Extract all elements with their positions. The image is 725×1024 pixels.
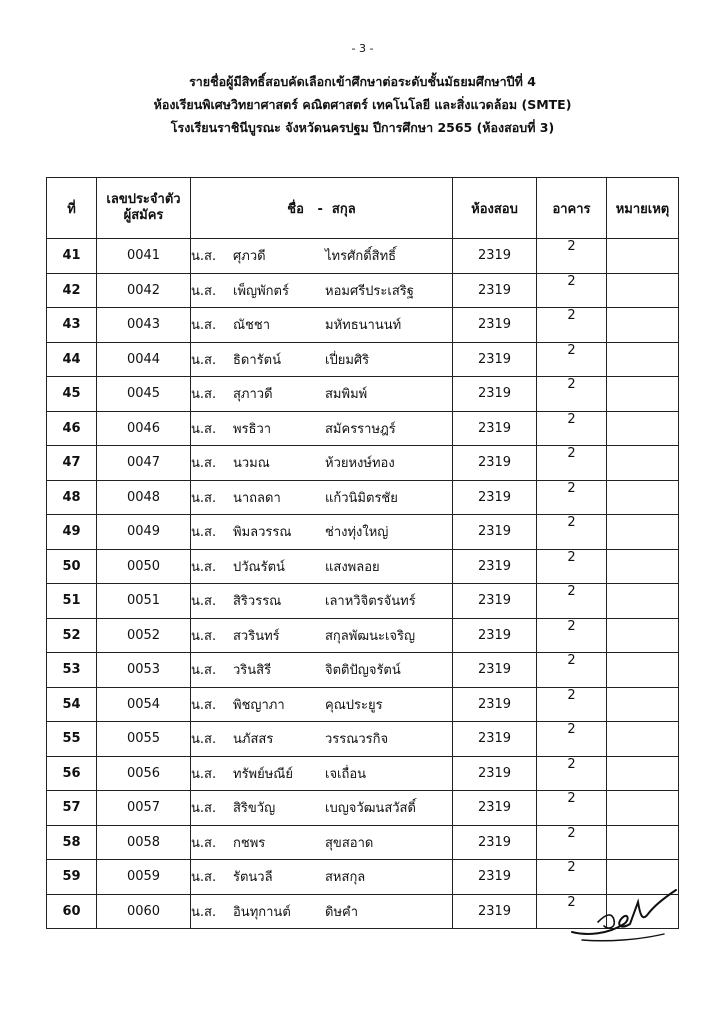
building: 2	[537, 894, 607, 929]
table-row	[47, 687, 679, 722]
table-row	[47, 722, 679, 757]
building: 2	[537, 342, 607, 377]
row-number: 60	[47, 894, 97, 929]
full-name	[191, 584, 453, 619]
building: 2	[537, 549, 607, 584]
col-header-note: หมายเหตุ	[607, 178, 679, 239]
full-name	[191, 825, 453, 860]
col-header-no: ที่	[47, 178, 97, 239]
table-row	[47, 377, 679, 412]
note	[607, 411, 679, 446]
last-name: สมัครราษฎร์	[325, 421, 396, 437]
name-prefix: น.ส.	[191, 628, 217, 644]
first-name: สิริวรรณ	[233, 594, 282, 610]
first-name: ณัชชา	[233, 318, 271, 334]
applicant-id: 0049	[97, 515, 191, 550]
document-header	[0, 70, 725, 139]
name-prefix: น.ส.	[191, 352, 217, 368]
first-name: รัตนวลี	[233, 870, 273, 886]
note	[607, 308, 679, 343]
note	[607, 756, 679, 791]
first-name: พรธิวา	[233, 421, 272, 437]
applicant-id: 0046	[97, 411, 191, 446]
table-row	[47, 342, 679, 377]
last-name: หอมศรีประเสริฐ	[325, 283, 414, 299]
full-name	[191, 273, 453, 308]
full-name	[191, 860, 453, 895]
exam-room: 2319	[453, 342, 537, 377]
full-name	[191, 239, 453, 274]
row-number: 57	[47, 791, 97, 826]
applicant-id: 0042	[97, 273, 191, 308]
table-row	[47, 480, 679, 515]
note	[607, 446, 679, 481]
first-name: พิชญาภา	[233, 697, 285, 713]
applicant-id: 0058	[97, 825, 191, 860]
table-row	[47, 584, 679, 619]
last-name: สหสกุล	[325, 870, 366, 886]
applicant-id: 0051	[97, 584, 191, 619]
row-number: 41	[47, 239, 97, 274]
name-prefix: น.ส.	[191, 490, 217, 506]
building: 2	[537, 411, 607, 446]
full-name	[191, 515, 453, 550]
applicant-id: 0048	[97, 480, 191, 515]
row-number: 49	[47, 515, 97, 550]
full-name	[191, 791, 453, 826]
last-name: จิตติปัญจรัตน์	[325, 663, 401, 679]
full-name	[191, 411, 453, 446]
full-name	[191, 377, 453, 412]
row-number: 42	[47, 273, 97, 308]
table-row	[47, 515, 679, 550]
last-name: สมพิมพ์	[325, 387, 368, 403]
applicant-id: 0043	[97, 308, 191, 343]
applicant-id: 0050	[97, 549, 191, 584]
full-name	[191, 722, 453, 757]
exam-room: 2319	[453, 756, 537, 791]
table-row	[47, 756, 679, 791]
col-header-applicant-line1: เลขประจำตัว	[106, 192, 181, 207]
exam-room: 2319	[453, 308, 537, 343]
name-prefix: น.ส.	[191, 904, 217, 920]
note	[607, 687, 679, 722]
first-name: สิริขวัญ	[233, 801, 276, 817]
signature	[568, 884, 680, 944]
applicant-id: 0057	[97, 791, 191, 826]
row-number: 58	[47, 825, 97, 860]
table-row	[47, 825, 679, 860]
table-row	[47, 273, 679, 308]
note	[607, 791, 679, 826]
applicant-id: 0059	[97, 860, 191, 895]
full-name	[191, 446, 453, 481]
building: 2	[537, 308, 607, 343]
exam-room: 2319	[453, 825, 537, 860]
exam-room: 2319	[453, 584, 537, 619]
building: 2	[537, 480, 607, 515]
note	[607, 239, 679, 274]
applicant-id: 0044	[97, 342, 191, 377]
note	[607, 342, 679, 377]
first-name: สวรินทร์	[233, 628, 280, 644]
building: 2	[537, 756, 607, 791]
building: 2	[537, 653, 607, 688]
exam-room: 2319	[453, 722, 537, 757]
last-name: ห้วยหงษ์ทอง	[325, 456, 395, 472]
row-number: 50	[47, 549, 97, 584]
applicant-id: 0060	[97, 894, 191, 929]
exam-room: 2319	[453, 411, 537, 446]
name-prefix: น.ส.	[191, 801, 217, 817]
name-prefix: น.ส.	[191, 835, 217, 851]
applicant-id: 0056	[97, 756, 191, 791]
note	[607, 273, 679, 308]
col-header-name: ชื่อ - สกุล	[191, 178, 453, 239]
exam-room: 2319	[453, 687, 537, 722]
table-row	[47, 446, 679, 481]
table-header-row	[47, 178, 679, 239]
name-prefix: น.ส.	[191, 525, 217, 541]
building: 2	[537, 722, 607, 757]
name-prefix: น.ส.	[191, 318, 217, 334]
col-header-applicant-line2: ผู้สมัคร	[123, 208, 164, 223]
last-name: แสงพลอย	[325, 559, 380, 575]
row-number: 55	[47, 722, 97, 757]
note	[607, 515, 679, 550]
applicant-id: 0053	[97, 653, 191, 688]
last-name: เจเถื่อน	[325, 766, 367, 782]
building: 2	[537, 377, 607, 412]
last-name: เปี่ยมศิริ	[325, 352, 370, 368]
building: 2	[537, 618, 607, 653]
note	[607, 618, 679, 653]
first-name: อินทุกานต์	[233, 904, 291, 920]
last-name: ไทรศักดิ์สิทธิ์	[325, 249, 397, 265]
table-row	[47, 618, 679, 653]
building: 2	[537, 273, 607, 308]
roster-body	[47, 239, 679, 929]
name-prefix: น.ส.	[191, 766, 217, 782]
col-header-building: อาคาร	[537, 178, 607, 239]
name-prefix: น.ส.	[191, 387, 217, 403]
full-name	[191, 653, 453, 688]
note	[607, 653, 679, 688]
full-name	[191, 342, 453, 377]
last-name: วรรณวรกิจ	[325, 732, 389, 748]
table-row	[47, 549, 679, 584]
exam-room: 2319	[453, 791, 537, 826]
table-row	[47, 308, 679, 343]
name-prefix: น.ส.	[191, 697, 217, 713]
table-row	[47, 791, 679, 826]
note	[607, 825, 679, 860]
exam-room: 2319	[453, 894, 537, 929]
first-name: สุภาวดี	[233, 387, 273, 403]
last-name: ช่างทุ่งใหญ่	[325, 525, 389, 541]
applicant-id: 0055	[97, 722, 191, 757]
first-name: ปวัณรัตน์	[233, 559, 285, 575]
note	[607, 722, 679, 757]
building: 2	[537, 515, 607, 550]
name-prefix: น.ส.	[191, 283, 217, 299]
table-row	[47, 239, 679, 274]
row-number: 45	[47, 377, 97, 412]
exam-room: 2319	[453, 480, 537, 515]
full-name	[191, 687, 453, 722]
table-row	[47, 411, 679, 446]
building: 2	[537, 825, 607, 860]
first-name: เพ็ญพักตร์	[233, 283, 289, 299]
full-name	[191, 480, 453, 515]
exam-room: 2319	[453, 653, 537, 688]
first-name: ศุภวดี	[233, 249, 266, 265]
row-number: 44	[47, 342, 97, 377]
applicant-id: 0054	[97, 687, 191, 722]
name-prefix: น.ส.	[191, 732, 217, 748]
last-name: คุณประยูร	[325, 697, 383, 713]
full-name	[191, 618, 453, 653]
first-name: นภัสสร	[233, 732, 274, 748]
row-number: 51	[47, 584, 97, 619]
note	[607, 584, 679, 619]
exam-room: 2319	[453, 515, 537, 550]
last-name: ดิษคำ	[325, 904, 359, 920]
exam-room: 2319	[453, 377, 537, 412]
first-name: พิมลวรรณ	[233, 525, 292, 541]
row-number: 47	[47, 446, 97, 481]
first-name: ธิดารัตน์	[233, 352, 281, 368]
page-number: - 3 -	[351, 42, 374, 55]
name-prefix: น.ส.	[191, 594, 217, 610]
row-number: 52	[47, 618, 97, 653]
last-name: แก้วนิมิตรชัย	[325, 490, 398, 506]
roster-table	[46, 177, 679, 929]
exam-room: 2319	[453, 860, 537, 895]
row-number: 46	[47, 411, 97, 446]
name-prefix: น.ส.	[191, 559, 217, 575]
building: 2	[537, 687, 607, 722]
note	[607, 549, 679, 584]
last-name: เบญจวัฒนสวัสดิ์	[325, 801, 416, 817]
last-name: มหัทธนานนท์	[325, 318, 402, 334]
name-prefix: น.ส.	[191, 249, 217, 265]
header-line-3: โรงเรียนราชินีบูรณะ จังหวัดนครปฐม ปีการศึกษา 2565 (ห้องสอบที่ 3)	[170, 120, 555, 135]
row-number: 48	[47, 480, 97, 515]
applicant-id: 0052	[97, 618, 191, 653]
header-line-1: รายชื่อผู้มีสิทธิ์สอบคัดเลือกเข้าศึกษาต่อระดับชั้นมัธยมศึกษาปีที่ 4	[189, 74, 536, 89]
building: 2	[537, 860, 607, 895]
building: 2	[537, 584, 607, 619]
row-number: 59	[47, 860, 97, 895]
full-name	[191, 308, 453, 343]
first-name: นวมณ	[233, 456, 270, 472]
first-name: กชพร	[233, 835, 266, 851]
row-number: 53	[47, 653, 97, 688]
table-row	[47, 653, 679, 688]
name-prefix: น.ส.	[191, 456, 217, 472]
building: 2	[537, 446, 607, 481]
col-header-applicant-id	[97, 178, 191, 239]
last-name: สุขสอาด	[325, 835, 374, 851]
building: 2	[537, 791, 607, 826]
exam-room: 2319	[453, 549, 537, 584]
full-name	[191, 756, 453, 791]
last-name: เลาหวิจิตรจันทร์	[325, 594, 416, 610]
exam-room: 2319	[453, 239, 537, 274]
name-prefix: น.ส.	[191, 663, 217, 679]
row-number: 56	[47, 756, 97, 791]
last-name: สกุลพัฒนะเจริญ	[325, 628, 416, 644]
full-name	[191, 894, 453, 929]
name-prefix: น.ส.	[191, 870, 217, 886]
building: 2	[537, 239, 607, 274]
applicant-id: 0047	[97, 446, 191, 481]
first-name: ทรัพย์ษณีย์	[233, 766, 293, 782]
full-name	[191, 549, 453, 584]
exam-room: 2319	[453, 273, 537, 308]
exam-room: 2319	[453, 618, 537, 653]
note	[607, 377, 679, 412]
first-name: นาถลดา	[233, 490, 281, 506]
first-name: วรินสิรี	[233, 663, 272, 679]
applicant-id: 0045	[97, 377, 191, 412]
name-prefix: น.ส.	[191, 421, 217, 437]
applicant-id: 0041	[97, 239, 191, 274]
header-line-2: ห้องเรียนพิเศษวิทยาศาสตร์ คณิตศาสตร์ เทคโนโลยี และสิ่งแวดล้อม (SMTE)	[153, 97, 572, 112]
row-number: 54	[47, 687, 97, 722]
col-header-room: ห้องสอบ	[453, 178, 537, 239]
row-number: 43	[47, 308, 97, 343]
note	[607, 480, 679, 515]
exam-room: 2319	[453, 446, 537, 481]
